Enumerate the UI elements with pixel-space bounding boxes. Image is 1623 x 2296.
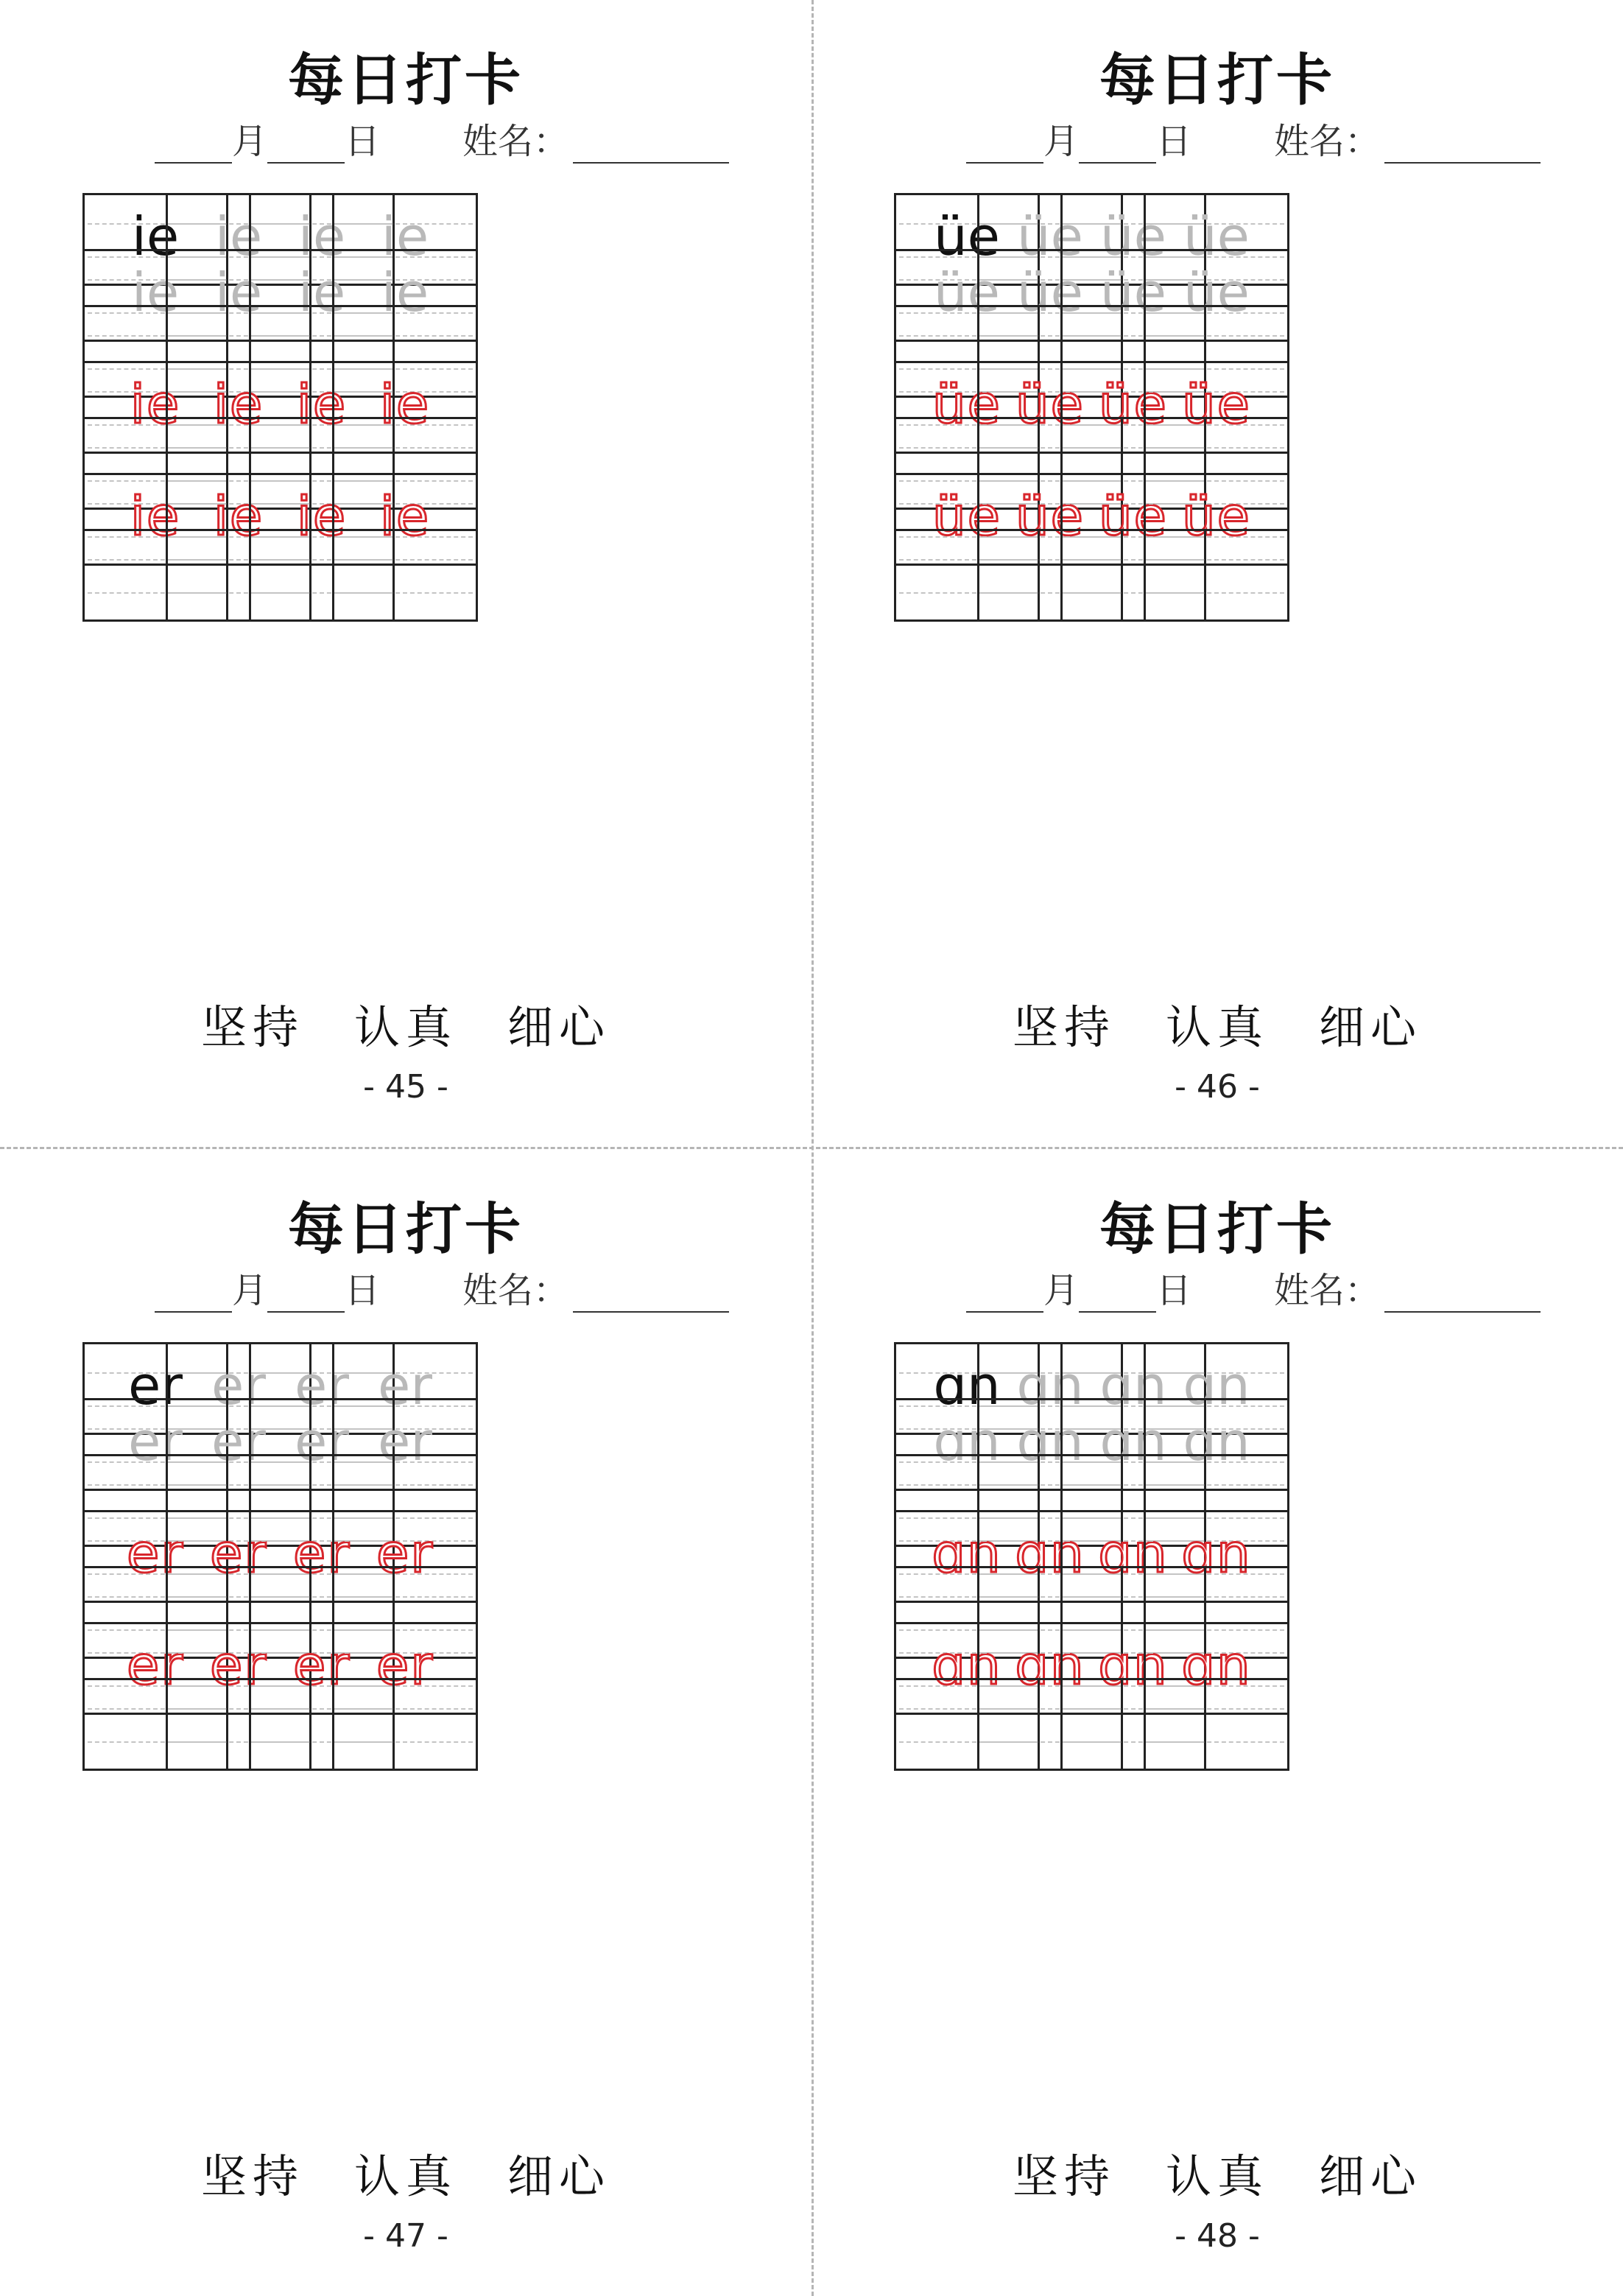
month-blank[interactable] bbox=[155, 122, 232, 164]
trace-letter: ɑn bbox=[1016, 1355, 1084, 1416]
dotted-letter: er bbox=[293, 1523, 351, 1584]
day-blank[interactable] bbox=[267, 122, 345, 164]
worksheet-1 bbox=[0, 0, 812, 1147]
guide-line bbox=[337, 1741, 473, 1743]
dotted-letter: ie bbox=[296, 373, 348, 435]
trace-letter: er bbox=[211, 1355, 266, 1416]
trace-letter: er bbox=[128, 1411, 183, 1472]
motto-word: 细心 bbox=[507, 2149, 611, 2203]
trace-letter: ie bbox=[298, 206, 346, 267]
trace-letter: ie bbox=[298, 261, 346, 323]
motto-word: 坚持 bbox=[1012, 2149, 1116, 2203]
day-blank[interactable] bbox=[267, 1271, 345, 1313]
trace-letter: üe bbox=[1100, 206, 1166, 267]
guide-line bbox=[337, 559, 473, 561]
motto-word: 认真 bbox=[353, 2149, 457, 2203]
date-name-line bbox=[155, 112, 729, 164]
dotted-letter: ie bbox=[213, 373, 264, 435]
motto-word: 坚持 bbox=[200, 1000, 304, 1054]
name-blank[interactable] bbox=[1384, 122, 1541, 164]
name-blank[interactable] bbox=[573, 1271, 729, 1313]
date-name-line bbox=[966, 112, 1541, 164]
month-label: 月 bbox=[232, 1270, 268, 1311]
motto-word: 细心 bbox=[507, 1000, 611, 1054]
month-blank[interactable] bbox=[155, 1271, 232, 1313]
motto-line bbox=[0, 2140, 812, 2205]
dotted-letter: ɑn bbox=[932, 1523, 1002, 1584]
worksheet-title: 每日打卡 bbox=[1099, 47, 1335, 113]
dotted-letter: ɑn bbox=[1098, 1635, 1169, 1696]
trace-letter: üe bbox=[1017, 206, 1083, 267]
dotted-letter: er bbox=[210, 1523, 267, 1584]
trace-letter: ie bbox=[214, 206, 263, 267]
model-letter: er bbox=[128, 1355, 183, 1416]
motto-word: 细心 bbox=[1319, 2149, 1423, 2203]
trace-letter: er bbox=[378, 1411, 432, 1472]
name-label: 姓名： bbox=[1274, 121, 1381, 162]
guide-line bbox=[1149, 335, 1284, 337]
trace-letter: ie bbox=[214, 261, 263, 323]
dotted-letter: ɑn bbox=[1181, 1635, 1252, 1696]
trace-letter: üe bbox=[934, 261, 1000, 323]
name-label: 姓名： bbox=[462, 1270, 569, 1311]
name-blank[interactable] bbox=[1384, 1271, 1541, 1313]
dotted-letter: er bbox=[127, 1635, 184, 1696]
motto-word: 细心 bbox=[1319, 1000, 1423, 1054]
day-blank[interactable] bbox=[1079, 1271, 1156, 1313]
dotted-letter: üe bbox=[1015, 485, 1085, 547]
dotted-letter: üe bbox=[1015, 373, 1085, 435]
worksheet-title: 每日打卡 bbox=[1099, 1196, 1335, 1262]
worksheet-4 bbox=[812, 1149, 1623, 2296]
dotted-letter: ie bbox=[379, 485, 431, 547]
month-label: 月 bbox=[1043, 1270, 1080, 1311]
trace-letter: üe bbox=[1100, 261, 1166, 323]
trace-letter: er bbox=[295, 1411, 349, 1472]
name-label: 姓名： bbox=[1274, 1270, 1381, 1311]
motto-word: 认真 bbox=[1165, 2149, 1269, 2203]
dotted-letter: ɑn bbox=[1015, 1635, 1085, 1696]
trace-letter: ɑn bbox=[1183, 1355, 1250, 1416]
motto-word: 认真 bbox=[1165, 1000, 1269, 1054]
trace-letter: ɑn bbox=[933, 1411, 1001, 1472]
guide-line bbox=[337, 592, 473, 594]
dotted-letter: er bbox=[376, 1635, 434, 1696]
guide-line bbox=[337, 1708, 473, 1710]
dotted-letter: üe bbox=[1182, 373, 1251, 435]
day-label: 日 bbox=[1156, 121, 1192, 162]
guide-line bbox=[337, 1484, 473, 1486]
page-number: - 46 - bbox=[1175, 1068, 1260, 1106]
day-label: 日 bbox=[345, 1270, 381, 1311]
dotted-letter: er bbox=[376, 1523, 434, 1584]
month-label: 月 bbox=[1043, 121, 1080, 162]
dotted-letter: er bbox=[293, 1635, 351, 1696]
trace-letter: üe bbox=[1183, 261, 1250, 323]
worksheet-2 bbox=[812, 0, 1623, 1147]
model-letter: ie bbox=[131, 206, 180, 267]
motto-word: 坚持 bbox=[200, 2149, 304, 2203]
dotted-letter: ie bbox=[296, 485, 348, 547]
day-label: 日 bbox=[345, 121, 381, 162]
dotted-letter: üe bbox=[1182, 485, 1251, 547]
name-blank[interactable] bbox=[573, 122, 729, 164]
dotted-letter: er bbox=[210, 1635, 267, 1696]
motto-line bbox=[812, 2140, 1623, 2205]
guide-line bbox=[1149, 559, 1284, 561]
guide-line bbox=[337, 335, 473, 337]
motto-word: 认真 bbox=[353, 1000, 457, 1054]
day-label: 日 bbox=[1156, 1270, 1192, 1311]
writing-cell[interactable] bbox=[332, 529, 478, 622]
dotted-letter: üe bbox=[932, 485, 1001, 547]
trace-letter: ie bbox=[381, 206, 429, 267]
dotted-letter: ɑn bbox=[1015, 1523, 1085, 1584]
dotted-letter: üe bbox=[1099, 373, 1168, 435]
writing-cell[interactable] bbox=[1144, 1678, 1289, 1771]
dotted-letter: ɑn bbox=[1181, 1523, 1252, 1584]
dotted-letter: üe bbox=[1099, 485, 1168, 547]
motto-line bbox=[0, 991, 812, 1056]
trace-letter: er bbox=[378, 1355, 432, 1416]
model-letter: üe bbox=[934, 206, 1000, 267]
writing-cell[interactable] bbox=[1144, 529, 1289, 622]
dotted-letter: ie bbox=[130, 485, 181, 547]
trace-letter: ie bbox=[381, 261, 429, 323]
trace-letter: üe bbox=[1183, 206, 1250, 267]
day-blank[interactable] bbox=[1079, 122, 1156, 164]
guide-line bbox=[1149, 1596, 1284, 1598]
guide-line bbox=[1149, 1741, 1284, 1743]
dotted-letter: ie bbox=[213, 485, 264, 547]
month-label: 月 bbox=[232, 121, 268, 162]
trace-letter: ie bbox=[131, 261, 180, 323]
model-letter: ɑn bbox=[933, 1355, 1001, 1416]
worksheet-title: 每日打卡 bbox=[288, 1196, 524, 1262]
trace-letter: ɑn bbox=[1183, 1411, 1250, 1472]
dotted-letter: ie bbox=[379, 373, 431, 435]
name-label: 姓名： bbox=[462, 121, 569, 162]
trace-letter: ɑn bbox=[1099, 1411, 1167, 1472]
guide-line bbox=[1149, 1484, 1284, 1486]
dotted-letter: üe bbox=[932, 373, 1001, 435]
guide-line bbox=[337, 1596, 473, 1598]
dotted-letter: er bbox=[127, 1523, 184, 1584]
page-number: - 48 - bbox=[1175, 2217, 1260, 2255]
trace-letter: ɑn bbox=[1099, 1355, 1167, 1416]
worksheet-3 bbox=[0, 1149, 812, 2296]
date-name-line bbox=[966, 1261, 1541, 1313]
guide-line bbox=[1149, 1708, 1284, 1710]
dotted-letter: ɑn bbox=[1098, 1523, 1169, 1584]
worksheet-title: 每日打卡 bbox=[288, 47, 524, 113]
guide-line bbox=[337, 447, 473, 449]
dotted-letter: ɑn bbox=[932, 1635, 1002, 1696]
trace-letter: er bbox=[211, 1411, 266, 1472]
month-blank[interactable] bbox=[966, 122, 1043, 164]
page-number: - 45 - bbox=[363, 1068, 448, 1106]
trace-letter: üe bbox=[1017, 261, 1083, 323]
page-number: - 47 - bbox=[363, 2217, 448, 2255]
trace-letter: ɑn bbox=[1016, 1411, 1084, 1472]
date-name-line bbox=[155, 1261, 729, 1313]
guide-line bbox=[1149, 447, 1284, 449]
motto-line bbox=[812, 991, 1623, 1056]
trace-letter: er bbox=[295, 1355, 349, 1416]
writing-cell[interactable] bbox=[332, 1678, 478, 1771]
motto-word: 坚持 bbox=[1012, 1000, 1116, 1054]
month-blank[interactable] bbox=[966, 1271, 1043, 1313]
dotted-letter: ie bbox=[130, 373, 181, 435]
guide-line bbox=[1149, 592, 1284, 594]
